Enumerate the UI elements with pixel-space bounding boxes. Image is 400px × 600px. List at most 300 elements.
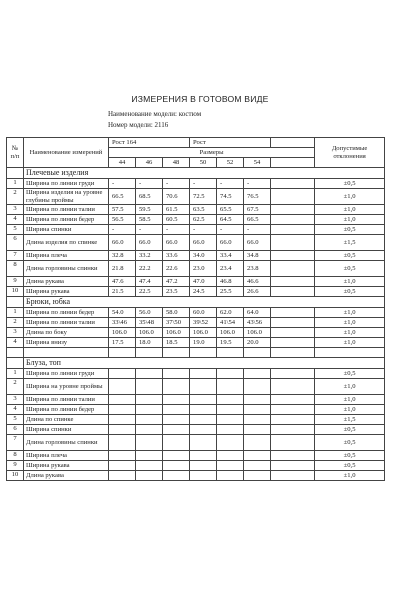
measurement-name: Ширина плеча <box>24 451 109 461</box>
measurement-row <box>7 287 385 297</box>
measurement-value: - <box>163 179 190 189</box>
measurement-value <box>244 395 271 405</box>
measurement-row <box>7 395 385 405</box>
measurement-name: Ширина внизу <box>24 338 109 348</box>
table-body <box>7 138 385 481</box>
measurement-value: 24.5 <box>190 287 217 297</box>
row-number: 10 <box>7 287 24 297</box>
row-number: 5 <box>7 415 24 425</box>
measurement-value: 106.0 <box>217 328 244 338</box>
measurement-value <box>136 379 163 395</box>
measurement-value <box>190 379 217 395</box>
header-no: № п/п <box>7 138 24 168</box>
measurement-value <box>244 435 271 451</box>
measurement-value <box>163 379 190 395</box>
measurement-value <box>163 369 190 379</box>
size-col: 44 <box>109 158 136 168</box>
row-number: 1 <box>7 369 24 379</box>
measurement-value <box>244 415 271 425</box>
size-col: 54 <box>244 158 271 168</box>
measurement-value <box>190 415 217 425</box>
spacer-cell <box>190 348 217 358</box>
section-title: Блуза, топ <box>24 358 385 369</box>
row-number: 3 <box>7 205 24 215</box>
measurement-value: 47.2 <box>163 277 190 287</box>
size-col: 50 <box>190 158 217 168</box>
measurement-value: 60.0 <box>190 308 217 318</box>
measurement-name: Ширина по линии груди <box>24 179 109 189</box>
measurement-value <box>217 369 244 379</box>
measurement-value <box>109 435 136 451</box>
empty-cell <box>271 277 315 287</box>
measurement-name: Ширина рукава <box>24 287 109 297</box>
measurement-value: 47.4 <box>136 277 163 287</box>
row-number: 7 <box>7 251 24 261</box>
tolerance-value: ±1,0 <box>315 277 385 287</box>
measurement-row <box>7 369 385 379</box>
spacer-cell <box>7 348 24 358</box>
measurement-value: 106.0 <box>109 328 136 338</box>
tolerance-value: ±1,0 <box>315 205 385 215</box>
measurement-value: 70.6 <box>163 189 190 205</box>
measurement-value: 74.5 <box>217 189 244 205</box>
measurement-name: Длина по боку <box>24 328 109 338</box>
measurement-name: Длина по спинке <box>24 415 109 425</box>
tolerance-value: ±1,0 <box>315 405 385 415</box>
measurement-value <box>217 461 244 471</box>
measurement-value: - <box>136 179 163 189</box>
row-number: 4 <box>7 405 24 415</box>
measurement-value: 21.8 <box>109 261 136 277</box>
section-spacer <box>7 297 24 308</box>
empty-cell <box>271 205 315 215</box>
measurement-row <box>7 451 385 461</box>
tolerance-value: ±1,5 <box>315 235 385 251</box>
empty-cell <box>271 328 315 338</box>
section-title: Плечевые изделия <box>24 168 385 179</box>
spacer-cell <box>109 348 136 358</box>
empty-cell <box>271 215 315 225</box>
model-name: Наименование модели: костюм <box>108 110 202 118</box>
measurement-row <box>7 179 385 189</box>
measurement-value: 39\52 <box>190 318 217 328</box>
measurement-name: Длина рукава <box>24 471 109 481</box>
measurement-value: 22.2 <box>136 261 163 277</box>
empty-cell <box>271 287 315 297</box>
measurement-value <box>244 405 271 415</box>
model-number: Номер модели: 2116 <box>108 121 169 129</box>
measurement-value: 58.0 <box>163 308 190 318</box>
measurement-value: 35\48 <box>136 318 163 328</box>
measurement-row <box>7 205 385 215</box>
row-number: 9 <box>7 461 24 471</box>
tolerance-value: ±0,5 <box>315 435 385 451</box>
empty-cell <box>271 415 315 425</box>
measurement-value: 66.0 <box>190 235 217 251</box>
header-row-1 <box>7 138 385 148</box>
measurement-value: 33.4 <box>217 251 244 261</box>
empty-cell <box>271 451 315 461</box>
measurement-row <box>7 425 385 435</box>
size-col: 46 <box>136 158 163 168</box>
measurement-value: 18.0 <box>136 338 163 348</box>
measurement-name: Ширина изделия на уровне глубины проймы <box>24 189 109 205</box>
tolerance-value: ±1,0 <box>315 471 385 481</box>
measurement-value <box>217 405 244 415</box>
header-sizes: Размеры <box>109 148 315 158</box>
measurement-value <box>244 471 271 481</box>
empty-cell <box>271 225 315 235</box>
measurement-value: 22.5 <box>136 287 163 297</box>
measurement-value <box>109 405 136 415</box>
measurement-name: Ширина на уровне проймы <box>24 379 109 395</box>
row-number: 9 <box>7 277 24 287</box>
measurement-row <box>7 277 385 287</box>
measurement-value: 34.0 <box>190 251 217 261</box>
measurement-value: - <box>109 225 136 235</box>
spacer-cell <box>244 348 271 358</box>
row-number: 8 <box>7 451 24 461</box>
measurement-name: Длина горловины спинки <box>24 435 109 451</box>
tolerance-value: ±0,5 <box>315 425 385 435</box>
empty-cell <box>271 425 315 435</box>
measurement-value: - <box>109 179 136 189</box>
measurement-value <box>217 395 244 405</box>
measurement-value <box>109 395 136 405</box>
empty-cell <box>271 379 315 395</box>
measurement-value: 67.5 <box>244 205 271 215</box>
measurement-value: 22.6 <box>163 261 190 277</box>
measurement-row <box>7 251 385 261</box>
measurement-name: Ширина по линии талии <box>24 318 109 328</box>
measurement-value: 17.5 <box>109 338 136 348</box>
tolerance-value: ±0,5 <box>315 225 385 235</box>
tolerance-value: ±0,5 <box>315 451 385 461</box>
measurement-row <box>7 328 385 338</box>
row-number: 6 <box>7 425 24 435</box>
measurement-row <box>7 379 385 395</box>
measurement-value <box>136 435 163 451</box>
measurement-value: 63.5 <box>190 205 217 215</box>
header-name: Наименование измерений <box>24 138 109 168</box>
header-height: Рост <box>190 138 271 148</box>
measurement-value: 66.5 <box>109 189 136 205</box>
measurement-name: Ширина спинки <box>24 225 109 235</box>
measurement-value: 106.0 <box>244 328 271 338</box>
measurement-row <box>7 318 385 328</box>
measurement-value <box>163 435 190 451</box>
measurement-value: 65.5 <box>217 205 244 215</box>
empty-cell <box>271 405 315 415</box>
header-height-164: Рост 164 <box>109 138 190 148</box>
measurement-value: 57.5 <box>109 205 136 215</box>
measurement-row <box>7 235 385 251</box>
measurement-row <box>7 435 385 451</box>
measurement-value <box>190 451 217 461</box>
measurement-value: 66.0 <box>136 235 163 251</box>
measurement-row <box>7 215 385 225</box>
measurement-row <box>7 261 385 277</box>
measurement-value: 56.0 <box>136 308 163 318</box>
measurement-value <box>163 471 190 481</box>
tolerance-value: ±0,5 <box>315 287 385 297</box>
row-number: 4 <box>7 338 24 348</box>
row-number: 3 <box>7 328 24 338</box>
measurement-value: 43\56 <box>244 318 271 328</box>
spacer-cell <box>217 348 244 358</box>
row-number: 10 <box>7 471 24 481</box>
tolerance-value: ±0,5 <box>315 369 385 379</box>
row-number: 8 <box>7 261 24 277</box>
empty-cell <box>271 251 315 261</box>
measurement-value <box>136 451 163 461</box>
measurement-value <box>109 461 136 471</box>
spacer-cell <box>136 348 163 358</box>
tolerance-value: ±0,5 <box>315 179 385 189</box>
measurement-value <box>163 425 190 435</box>
row-number: 2 <box>7 189 24 205</box>
measurement-value <box>109 369 136 379</box>
empty-cell <box>271 235 315 251</box>
size-col: 52 <box>217 158 244 168</box>
measurement-value: 19.0 <box>190 338 217 348</box>
measurement-value <box>136 425 163 435</box>
measurement-value: 34.8 <box>244 251 271 261</box>
measurement-row <box>7 338 385 348</box>
measurement-value: 23.8 <box>244 261 271 277</box>
measurement-value <box>109 451 136 461</box>
empty-cell <box>271 179 315 189</box>
section-title: Брюки, юбка <box>24 297 385 308</box>
measurement-value: 66.0 <box>163 235 190 251</box>
measurement-value <box>217 415 244 425</box>
spacer-cell <box>271 348 315 358</box>
measurement-value: 72.5 <box>190 189 217 205</box>
measurement-value <box>217 471 244 481</box>
measurement-name: Длина горловины спинки <box>24 261 109 277</box>
measurement-value <box>244 379 271 395</box>
empty-cell <box>271 461 315 471</box>
measurement-value: 62.0 <box>217 308 244 318</box>
measurement-name: Ширина по линии бедер <box>24 215 109 225</box>
measurement-value: - <box>136 225 163 235</box>
measurement-value: 66.0 <box>109 235 136 251</box>
measurement-value: 66.0 <box>217 235 244 251</box>
row-number: 2 <box>7 379 24 395</box>
measurement-value: 66.0 <box>244 235 271 251</box>
header-spacer <box>271 138 315 148</box>
measurement-value <box>244 425 271 435</box>
measurement-value <box>136 415 163 425</box>
measurement-value: 59.5 <box>136 205 163 215</box>
measurement-name: Ширина по линии талии <box>24 395 109 405</box>
measurement-value: 23.5 <box>163 287 190 297</box>
measurement-value: - <box>244 179 271 189</box>
section-header-row <box>7 297 385 308</box>
measurement-value: 60.5 <box>163 215 190 225</box>
section-header-row <box>7 168 385 179</box>
measurement-value <box>217 451 244 461</box>
row-number: 1 <box>7 308 24 318</box>
measurement-name: Длина изделия по спинке <box>24 235 109 251</box>
measurement-value <box>109 415 136 425</box>
measurement-value: 33.6 <box>163 251 190 261</box>
spacer-cell <box>315 348 385 358</box>
measurement-value <box>109 425 136 435</box>
measurement-value: 23.4 <box>217 261 244 277</box>
empty-cell <box>271 338 315 348</box>
measurement-value: 47.0 <box>190 277 217 287</box>
row-number: 3 <box>7 395 24 405</box>
tolerance-value: ±0,5 <box>315 461 385 471</box>
measurement-name: Ширина по линии груди <box>24 369 109 379</box>
measurement-row <box>7 471 385 481</box>
row-number: 6 <box>7 235 24 251</box>
empty-cell <box>271 435 315 451</box>
measurement-value <box>190 425 217 435</box>
measurement-value <box>136 369 163 379</box>
measurement-value: - <box>217 179 244 189</box>
measurement-name: Ширина рукава <box>24 461 109 471</box>
measurement-name: Ширина по линии талии <box>24 205 109 215</box>
measurement-value <box>136 395 163 405</box>
measurement-value <box>136 405 163 415</box>
measurement-value <box>217 379 244 395</box>
measurement-value: 61.5 <box>163 205 190 215</box>
measurement-value: 23.0 <box>190 261 217 277</box>
measurement-row <box>7 308 385 318</box>
measurement-value: 54.0 <box>109 308 136 318</box>
measurement-value: 106.0 <box>190 328 217 338</box>
measurement-value: - <box>163 225 190 235</box>
measurement-value <box>163 415 190 425</box>
measurement-value <box>244 451 271 461</box>
measurement-value: - <box>190 179 217 189</box>
measurement-value: - <box>244 225 271 235</box>
header-tolerance: Допустимые отклонения <box>315 138 385 168</box>
row-number: 2 <box>7 318 24 328</box>
tolerance-value: ±1,0 <box>315 215 385 225</box>
measurement-value <box>190 461 217 471</box>
measurement-value: 46.6 <box>244 277 271 287</box>
measurement-row <box>7 461 385 471</box>
measurement-value <box>190 471 217 481</box>
measurement-name: Ширина по линии бедер <box>24 405 109 415</box>
measurement-value: 46.8 <box>217 277 244 287</box>
tolerance-value: ±1,0 <box>315 379 385 395</box>
measurement-value <box>244 369 271 379</box>
measurement-name: Ширина плеча <box>24 251 109 261</box>
measurement-value: 18.5 <box>163 338 190 348</box>
row-number: 4 <box>7 215 24 225</box>
empty-cell <box>271 369 315 379</box>
measurement-value <box>109 471 136 481</box>
measurement-value: 68.5 <box>136 189 163 205</box>
spacer-cell <box>24 348 109 358</box>
section-spacer <box>7 358 24 369</box>
measurement-value: 47.6 <box>109 277 136 287</box>
measurement-value: 41\54 <box>217 318 244 328</box>
measurement-value: 26.6 <box>244 287 271 297</box>
tolerance-value: ±1,0 <box>315 318 385 328</box>
measurements-table <box>6 137 385 481</box>
tolerance-value: ±1,0 <box>315 328 385 338</box>
measurement-value: 76.5 <box>244 189 271 205</box>
measurement-value: 33\46 <box>109 318 136 328</box>
tolerance-value: ±0,5 <box>315 251 385 261</box>
measurement-value <box>136 461 163 471</box>
measurement-value <box>217 425 244 435</box>
tolerance-value: ±0,5 <box>315 261 385 277</box>
measurement-value: 21.5 <box>109 287 136 297</box>
row-number: 1 <box>7 179 24 189</box>
measurement-value: 106.0 <box>136 328 163 338</box>
row-number: 5 <box>7 225 24 235</box>
measurement-value <box>244 461 271 471</box>
size-col-empty <box>271 158 315 168</box>
section-header-row <box>7 358 385 369</box>
tolerance-value: ±1,0 <box>315 308 385 318</box>
measurement-value <box>190 435 217 451</box>
measurement-name: Длина рукава <box>24 277 109 287</box>
empty-cell <box>271 318 315 328</box>
measurement-value: 33.2 <box>136 251 163 261</box>
measurement-value: 64.5 <box>217 215 244 225</box>
measurement-value <box>190 405 217 415</box>
measurement-value: 20.0 <box>244 338 271 348</box>
empty-cell <box>271 308 315 318</box>
measurement-value: - <box>190 225 217 235</box>
measurement-value: 25.5 <box>217 287 244 297</box>
measurement-value: 58.5 <box>136 215 163 225</box>
measurement-value <box>190 369 217 379</box>
measurement-value <box>217 435 244 451</box>
measurement-row <box>7 405 385 415</box>
spacer-row <box>7 348 385 358</box>
document-title: ИЗМЕРЕНИЯ В ГОТОВОМ ВИДЕ <box>131 94 269 104</box>
empty-cell <box>271 395 315 405</box>
measurement-value: - <box>217 225 244 235</box>
measurement-value: 32.8 <box>109 251 136 261</box>
measurement-name: Ширина спинки <box>24 425 109 435</box>
size-col: 48 <box>163 158 190 168</box>
tolerance-value: ±1,0 <box>315 189 385 205</box>
measurement-value: 62.5 <box>190 215 217 225</box>
empty-cell <box>271 471 315 481</box>
measurement-value <box>163 395 190 405</box>
measurement-value: 19.5 <box>217 338 244 348</box>
tolerance-value: ±1,5 <box>315 415 385 425</box>
row-number: 7 <box>7 435 24 451</box>
measurement-value: 106.0 <box>163 328 190 338</box>
measurement-name: Ширина по линии бедер <box>24 308 109 318</box>
measurement-row <box>7 225 385 235</box>
measurement-value: 56.5 <box>109 215 136 225</box>
measurement-value: 64.0 <box>244 308 271 318</box>
measurement-value: 66.5 <box>244 215 271 225</box>
spacer-cell <box>163 348 190 358</box>
measurement-value <box>109 379 136 395</box>
measurement-value <box>163 405 190 415</box>
measurement-row <box>7 415 385 425</box>
measurement-row <box>7 189 385 205</box>
measurement-value <box>136 471 163 481</box>
measurement-value: 37\50 <box>163 318 190 328</box>
measurement-value <box>190 395 217 405</box>
section-spacer <box>7 168 24 179</box>
tolerance-value: ±1,0 <box>315 395 385 405</box>
tolerance-value: ±1,0 <box>315 338 385 348</box>
